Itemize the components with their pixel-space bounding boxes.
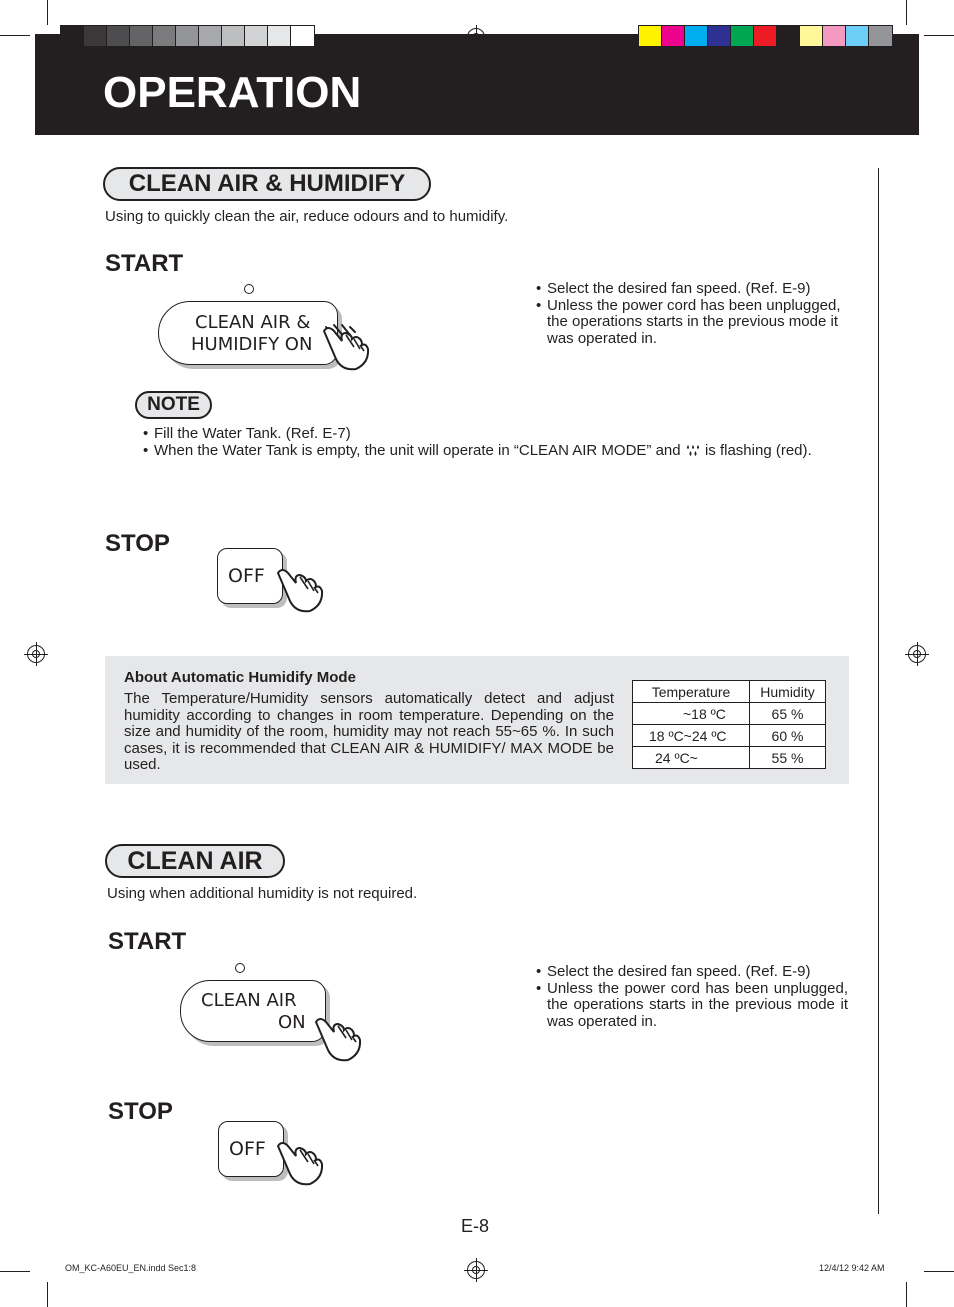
clean-air-humidify-button[interactable] bbox=[158, 301, 338, 365]
button-label-line2: ON bbox=[278, 1012, 306, 1033]
info-box-text: The Temperature/Humidity sensors automatically detect and adjust humidity according to changes in room temperature. Depending on the size and humidity of the room, humidity may not reach 55~65 %. In such cases, it is recommended that CLEAN AIR & HUMIDIFY/ MAX MODE be used. bbox=[124, 690, 614, 773]
crop-mark bbox=[906, 1282, 907, 1307]
instruction-item: • Select the desired fan speed. (Ref. E-9) bbox=[536, 281, 848, 298]
button-label-line2: HUMIDIFY ON bbox=[191, 334, 313, 355]
color-swatch bbox=[222, 26, 245, 46]
crop-mark bbox=[924, 1271, 954, 1272]
color-swatch bbox=[754, 26, 777, 46]
color-swatch bbox=[153, 26, 176, 46]
note-list bbox=[143, 426, 849, 459]
note-item bbox=[143, 443, 849, 460]
start-heading: START bbox=[105, 250, 184, 277]
off-label: OFF bbox=[228, 565, 265, 587]
off-label: OFF bbox=[229, 1138, 266, 1160]
pressing-hand-icon bbox=[274, 1138, 326, 1186]
page-title: OPERATION bbox=[103, 68, 362, 117]
color-swatch bbox=[107, 26, 130, 46]
footer-filename: OM_KC-A60EU_EN.indd Sec1:8 bbox=[65, 1263, 197, 1273]
color-swatch bbox=[777, 26, 800, 46]
button-label-line1: CLEAN AIR bbox=[201, 990, 297, 1011]
table-row bbox=[633, 725, 826, 747]
right-divider bbox=[878, 168, 879, 1214]
color-swatch bbox=[199, 26, 222, 46]
color-swatch bbox=[823, 26, 846, 46]
registration-mark-icon bbox=[27, 645, 45, 663]
registration-mark-icon bbox=[908, 645, 926, 663]
pressing-hand-icon bbox=[274, 565, 326, 613]
button-label-line1: CLEAN AIR & bbox=[195, 312, 311, 333]
color-swatch bbox=[731, 26, 754, 46]
color-swatch bbox=[639, 26, 662, 46]
gray-color-bar bbox=[60, 25, 315, 47]
footer-timestamp: 12/4/12 9:42 AM bbox=[819, 1263, 885, 1273]
crop-mark bbox=[47, 1282, 48, 1307]
instruction-item: • Unless the power cord has been unplugged, the operations starts in the previous mode it was operated in. bbox=[536, 298, 848, 348]
color-swatch bbox=[800, 26, 823, 46]
color-swatch bbox=[61, 26, 84, 46]
crop-mark bbox=[906, 0, 907, 25]
water-drops-icon bbox=[685, 444, 701, 457]
indicator-lamp-icon bbox=[244, 284, 254, 294]
section-description: Using to quickly clean the air, reduce odours and to humidify. bbox=[105, 208, 509, 225]
color-swatch bbox=[130, 26, 153, 46]
table-row bbox=[633, 703, 826, 725]
color-swatch bbox=[268, 26, 291, 46]
color-swatch bbox=[869, 26, 892, 46]
stop-heading: STOP bbox=[105, 530, 170, 557]
start-heading: START bbox=[108, 928, 187, 955]
indicator-lamp-icon bbox=[235, 963, 245, 973]
column-header-humidity: Humidity bbox=[750, 681, 826, 703]
start-instructions-list bbox=[536, 281, 848, 347]
table-header-row bbox=[633, 681, 826, 703]
color-swatch bbox=[685, 26, 708, 46]
instruction-item: • Unless the power cord has been unplugged, the operations starts in the previous mode it was operated in. bbox=[536, 981, 848, 1031]
humidity-cell: 55 % bbox=[750, 747, 826, 769]
color-swatch bbox=[662, 26, 685, 46]
note-badge: NOTE bbox=[135, 391, 212, 419]
process-color-bar bbox=[638, 25, 893, 47]
registration-mark-icon bbox=[467, 1261, 485, 1279]
info-box-title: About Automatic Humidify Mode bbox=[124, 669, 356, 686]
crop-mark bbox=[924, 35, 954, 36]
column-header-temperature: Temperature bbox=[633, 681, 750, 703]
instruction-item: • Select the desired fan speed. (Ref. E-9) bbox=[536, 964, 848, 981]
crop-mark bbox=[0, 1271, 30, 1272]
color-swatch bbox=[84, 26, 107, 46]
clean-air-button[interactable] bbox=[180, 980, 326, 1042]
color-swatch bbox=[846, 26, 869, 46]
crop-mark bbox=[0, 35, 30, 36]
color-swatch bbox=[291, 26, 314, 46]
humidity-table bbox=[632, 680, 826, 769]
temperature-cell: 18 ºC~24 ºC bbox=[633, 725, 750, 747]
note-item: • Fill the Water Tank. (Ref. E-7) bbox=[143, 426, 849, 443]
humidity-cell: 65 % bbox=[750, 703, 826, 725]
section-title-clean-air: CLEAN AIR bbox=[105, 844, 285, 878]
table-row bbox=[633, 747, 826, 769]
color-swatch bbox=[176, 26, 199, 46]
temperature-cell: 24 ºC~ bbox=[633, 747, 750, 769]
temperature-cell: ~18 ºC bbox=[633, 703, 750, 725]
note-text-start: When the Water Tank is empty, the unit will operate in “CLEAN AIR MODE” and bbox=[154, 441, 681, 459]
color-swatch bbox=[245, 26, 268, 46]
section-title-clean-air-humidify: CLEAN AIR & HUMIDIFY bbox=[103, 167, 431, 201]
stop-heading: STOP bbox=[108, 1098, 173, 1125]
page-number: E-8 bbox=[461, 1216, 490, 1236]
crop-mark bbox=[47, 0, 48, 25]
section-description: Using when additional humidity is not required. bbox=[107, 885, 418, 902]
pressing-hand-icon bbox=[322, 323, 370, 371]
color-swatch bbox=[708, 26, 731, 46]
start-instructions-list bbox=[536, 964, 848, 1030]
humidity-cell: 60 % bbox=[750, 725, 826, 747]
note-text-end: is flashing (red). bbox=[704, 441, 812, 459]
pressing-hand-icon bbox=[314, 1014, 362, 1062]
